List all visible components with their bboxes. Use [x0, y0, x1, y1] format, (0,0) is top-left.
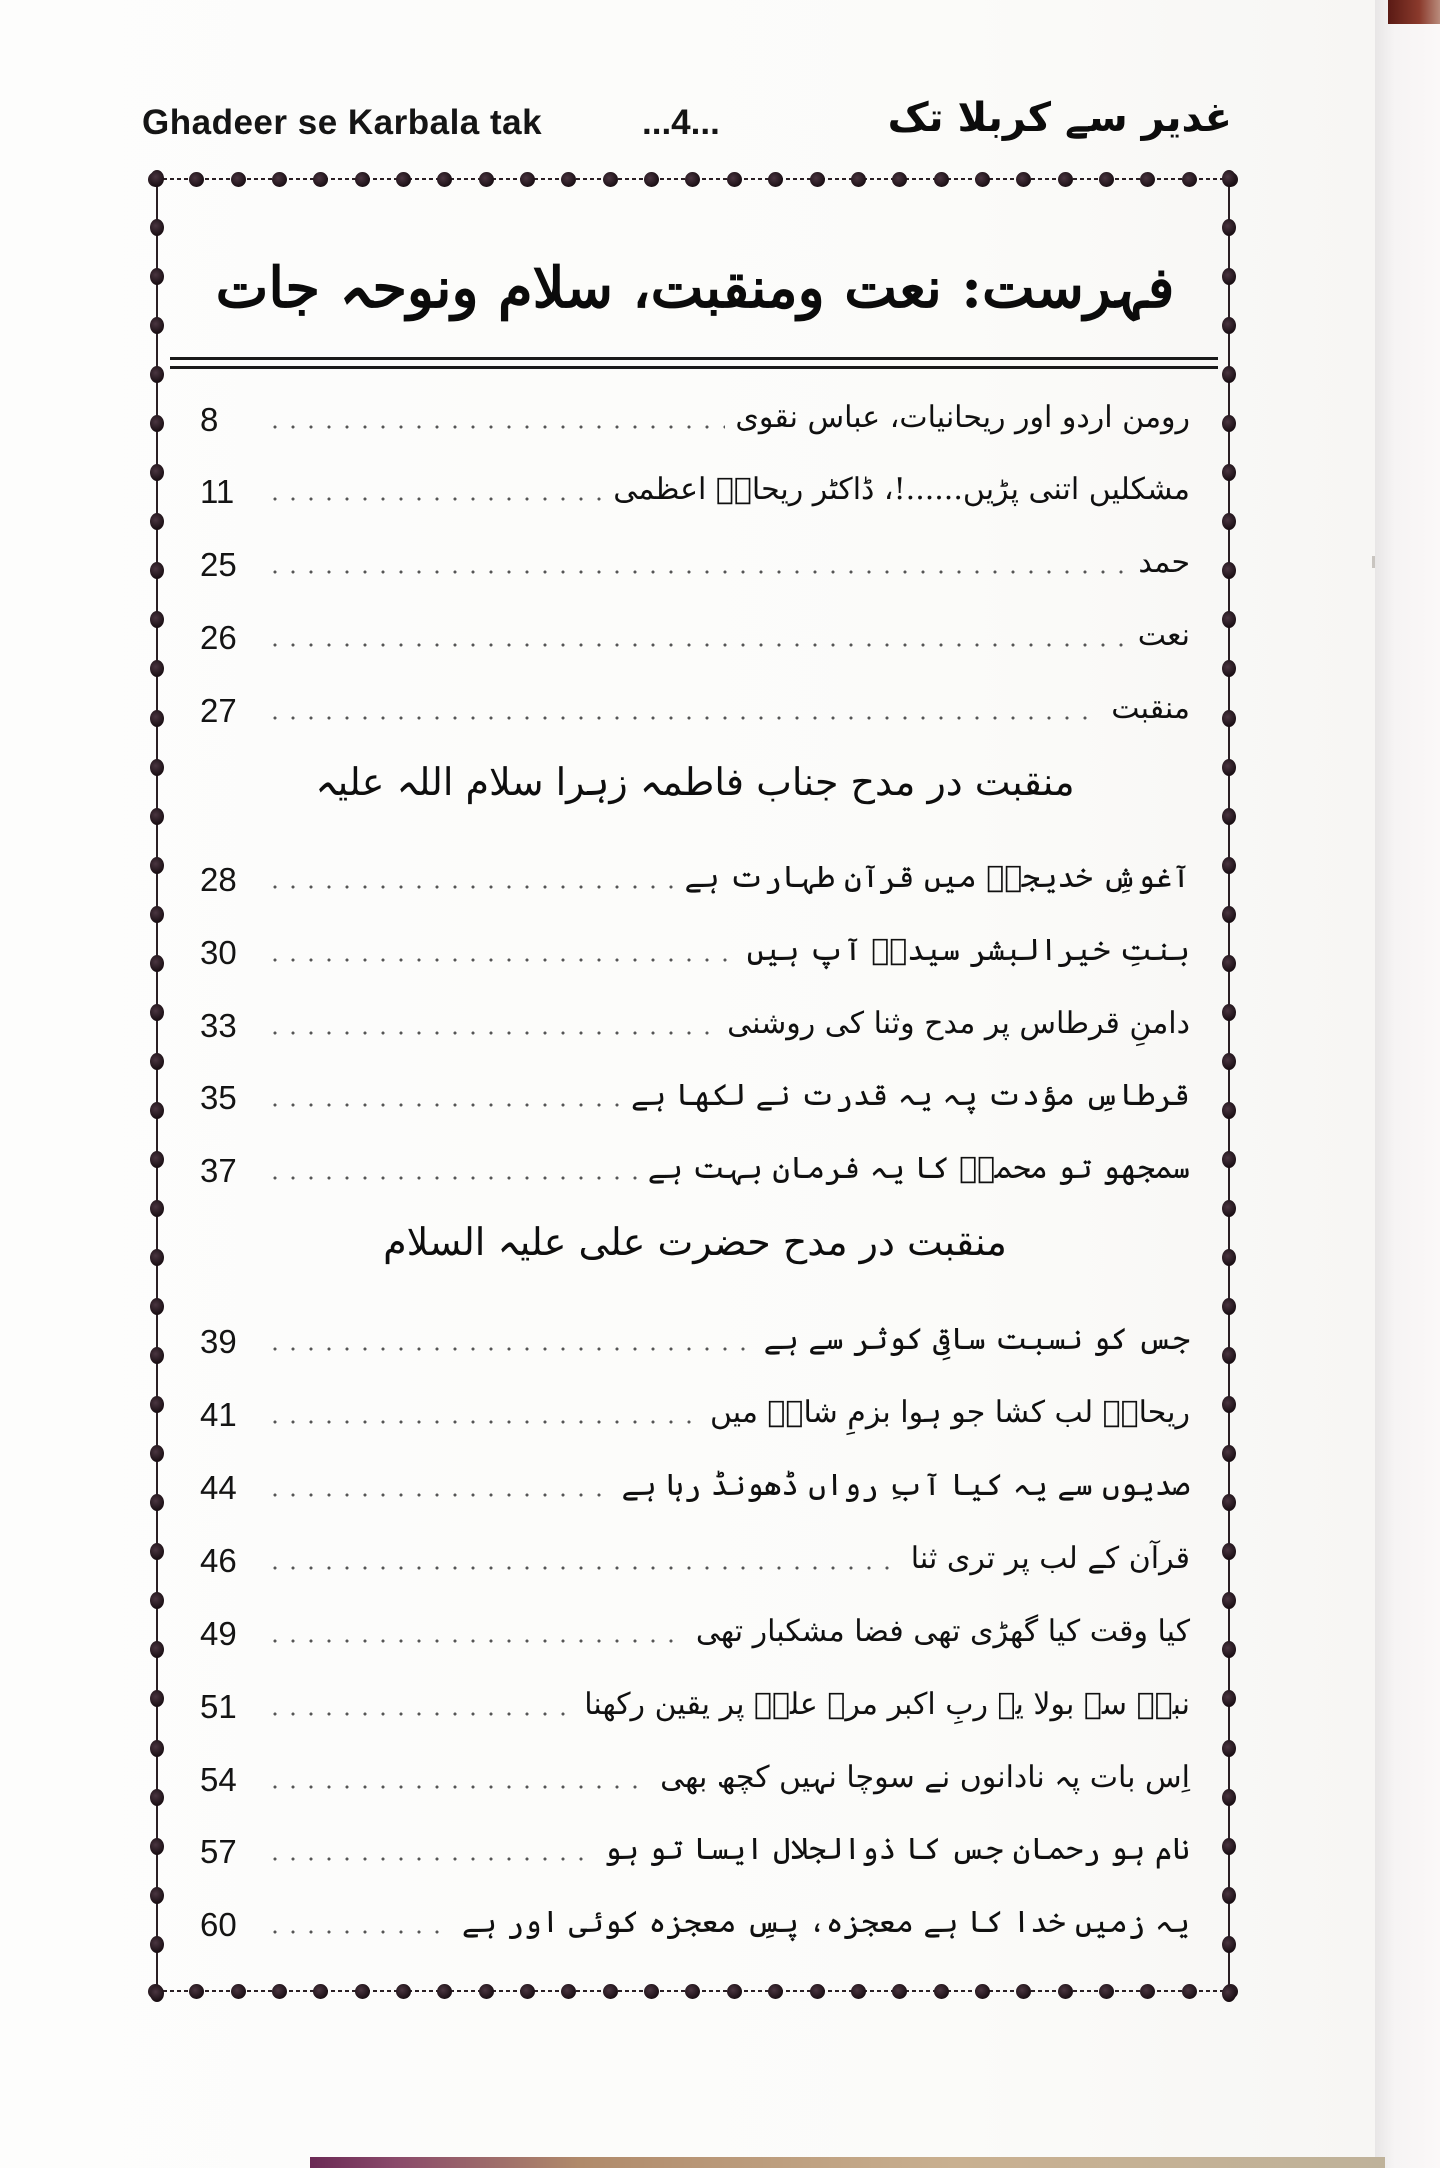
entry-title: ریحانؔ لب کشا جو ہوا بزمِ شاہؑ میں	[709, 1395, 1190, 1430]
bead-ornament-icon	[685, 172, 700, 187]
entry-page: 28	[200, 861, 237, 898]
bead-ornament-icon	[1222, 1789, 1236, 1806]
leader-dots	[266, 1175, 638, 1181]
running-header	[142, 95, 1232, 153]
leader-dots	[266, 1030, 717, 1036]
entry-page: 44	[200, 1469, 237, 1506]
bead-ornament-icon	[1016, 1984, 1031, 1999]
bead-ornament-icon	[975, 172, 990, 187]
bead-ornament-icon	[313, 172, 328, 187]
bead-ornament-icon	[934, 1984, 949, 1999]
bead-ornament-icon	[1222, 1396, 1236, 1413]
bead-ornament-icon	[1222, 1004, 1236, 1021]
bead-ornament-icon	[1222, 562, 1236, 579]
bead-ornament-icon	[561, 172, 576, 187]
toc-entry[interactable]	[200, 1312, 1190, 1362]
bead-ornament-icon	[1222, 759, 1236, 776]
bead-ornament-icon	[150, 1053, 164, 1070]
bead-ornament-icon	[1222, 857, 1236, 874]
entry-title: قرآن کے لب پر تری ثنا	[910, 1541, 1190, 1576]
bead-ornament-icon	[396, 1984, 411, 1999]
toc-entry[interactable]	[200, 1068, 1190, 1118]
entry-title: یہ زمیں خدا کا ہے معجزہ، پسِ معجزہ کوئی اور ہے	[461, 1905, 1190, 1940]
leader-dots	[266, 642, 1128, 648]
leader-dots	[266, 496, 603, 502]
bead-ornament-icon	[810, 172, 825, 187]
bead-ornament-icon	[150, 317, 164, 334]
bead-ornament-icon	[150, 219, 164, 236]
book-bottom-edge	[310, 2157, 1385, 2168]
leader-dots	[266, 1638, 686, 1644]
bead-ornament-icon	[150, 1789, 164, 1806]
bead-ornament-icon	[1222, 1249, 1236, 1266]
entry-page: 26	[200, 619, 237, 656]
bead-ornament-icon	[437, 1984, 452, 1999]
bead-ornament-icon	[1222, 317, 1236, 334]
bead-ornament-icon	[150, 1249, 164, 1266]
bead-ornament-icon	[150, 1838, 164, 1855]
border-bottom	[148, 1982, 1238, 2000]
entry-title: نام ہو رحمان جس کا ذوالجلال ایسا تو ہو	[603, 1832, 1190, 1867]
entry-title: اِس بات پہ نادانوں نے سوچا نہیں کچھ بھی	[660, 1760, 1190, 1795]
bead-ornament-icon	[150, 1102, 164, 1119]
bead-ornament-icon	[768, 172, 783, 187]
leader-dots	[266, 1102, 621, 1108]
bead-ornament-icon	[189, 172, 204, 187]
entry-title: بنتِ خیرالبشر سیدہؑ آپ ہیں	[746, 933, 1190, 968]
bead-ornament-icon	[150, 1936, 164, 1953]
bead-ornament-icon	[437, 172, 452, 187]
bead-ornament-icon	[189, 1984, 204, 1999]
bead-ornament-icon	[396, 172, 411, 187]
bead-ornament-icon	[851, 1984, 866, 1999]
leader-dots	[266, 884, 674, 890]
bead-ornament-icon	[150, 1494, 164, 1511]
entry-page: 33	[200, 1007, 237, 1044]
toc-entry[interactable]	[200, 1677, 1190, 1727]
entry-page: 30	[200, 934, 237, 971]
bead-ornament-icon	[1222, 513, 1236, 530]
bead-ornament-icon	[1222, 1690, 1236, 1707]
bead-ornament-icon	[1222, 660, 1236, 677]
bead-ornament-icon	[150, 611, 164, 628]
entry-title: رومن اردو اور ریحانیات، عباس نقوی	[735, 400, 1190, 435]
entry-title: سمجھو تو محمدؐ کا یہ فرمان بہت ہے	[647, 1151, 1190, 1186]
facing-page-edge	[1375, 0, 1440, 2168]
leader-dots	[266, 1711, 574, 1717]
bead-ornament-icon	[150, 1151, 164, 1168]
bead-ornament-icon	[150, 1445, 164, 1462]
toc-entry[interactable]	[200, 462, 1190, 512]
bead-ornament-icon	[644, 172, 659, 187]
bead-ornament-icon	[1222, 1838, 1236, 1855]
bead-ornament-icon	[727, 172, 742, 187]
bead-ornament-icon	[1222, 1200, 1236, 1217]
toc-entry[interactable]	[200, 608, 1190, 658]
bead-ornament-icon	[231, 1984, 246, 1999]
toc-entry[interactable]	[200, 390, 1190, 440]
border-left	[148, 170, 166, 2002]
bead-ornament-icon	[1222, 808, 1236, 825]
bead-ornament-icon	[272, 172, 287, 187]
entry-page: 25	[200, 546, 237, 583]
section-heading-ali: منقبت در مدح حضرت علی علیہ السلام	[383, 1220, 1007, 1264]
entry-page: 57	[200, 1833, 237, 1870]
leader-dots	[266, 424, 725, 430]
entry-title: صدیوں سے یہ کیا آبِ رواں ڈھونڈ رہا ہے	[621, 1468, 1190, 1503]
bead-ornament-icon	[1222, 1740, 1236, 1757]
entry-title: منقبت	[1111, 691, 1190, 726]
toc-entry[interactable]	[200, 681, 1190, 731]
toc-entry[interactable]	[200, 996, 1190, 1046]
bead-ornament-icon	[150, 1592, 164, 1609]
header-urdu-title: غدیر سے کربلا تک	[887, 95, 1232, 141]
bead-ornament-icon	[150, 464, 164, 481]
leader-dots	[266, 957, 737, 963]
bead-ornament-icon	[1222, 464, 1236, 481]
bead-ornament-icon	[1099, 1984, 1114, 1999]
bead-ornament-icon	[1222, 710, 1236, 727]
bead-ornament-icon	[1222, 955, 1236, 972]
bead-ornament-icon	[851, 172, 866, 187]
title-rule-bottom	[170, 366, 1218, 369]
entry-title: نبیؐ سے بولا یہ ربِ اکبر مرے علیؑ پر یقین رکھنا	[584, 1687, 1190, 1722]
bead-ornament-icon	[727, 1984, 742, 1999]
bead-ornament-icon	[150, 1887, 164, 1904]
toc-entry[interactable]	[200, 1895, 1190, 1945]
entry-page: 8	[200, 401, 219, 438]
bead-ornament-icon	[768, 1984, 783, 1999]
bead-ornament-icon	[1222, 906, 1236, 923]
toc-entry[interactable]	[200, 1531, 1190, 1581]
entry-page: 27	[200, 692, 237, 729]
bead-ornament-icon	[150, 808, 164, 825]
bead-ornament-icon	[150, 1200, 164, 1217]
bead-ornament-icon	[685, 1984, 700, 1999]
toc-entry[interactable]	[200, 1822, 1190, 1872]
bead-ornament-icon	[1222, 1102, 1236, 1119]
bead-ornament-icon	[1222, 170, 1236, 187]
toc-entry[interactable]	[200, 1604, 1190, 1654]
entry-title: جس کو نسبت ساقیِ کوثر سے ہے	[763, 1322, 1190, 1357]
bead-ornament-icon	[1222, 1445, 1236, 1462]
bead-ornament-icon	[150, 1298, 164, 1315]
leader-dots	[266, 1419, 700, 1425]
bead-ornament-icon	[150, 857, 164, 874]
bead-ornament-icon	[1222, 1985, 1236, 2002]
bead-ornament-icon	[479, 1984, 494, 1999]
bead-ornament-icon	[892, 1984, 907, 1999]
bead-ornament-icon	[150, 1641, 164, 1658]
entry-title: نعت	[1137, 618, 1190, 653]
leader-dots	[266, 1929, 452, 1935]
bead-ornament-icon	[272, 1984, 287, 1999]
bead-ornament-icon	[150, 513, 164, 530]
leader-dots	[266, 1346, 754, 1352]
toc-title: فہرست: نعت ومنقبت، سلام ونوحہ جات	[215, 255, 1175, 321]
entry-page: 39	[200, 1323, 237, 1360]
entry-title: حمد	[1138, 545, 1190, 580]
entry-page: 54	[200, 1761, 237, 1798]
leader-dots	[266, 1856, 594, 1862]
bead-ornament-icon	[150, 1690, 164, 1707]
toc-entry[interactable]	[200, 535, 1190, 585]
toc-entry[interactable]	[200, 850, 1190, 900]
leader-dots	[266, 715, 1101, 721]
bead-ornament-icon	[1140, 172, 1155, 187]
bead-ornament-icon	[1016, 172, 1031, 187]
entry-title: دامنِ قرطاس پر مدح وثنا کی روشنی	[727, 1006, 1190, 1041]
bead-ornament-icon	[150, 1985, 164, 2002]
bead-ornament-icon	[520, 1984, 535, 1999]
bead-ornament-icon	[1182, 172, 1197, 187]
entry-title: آغوشِ خدیجہؑ میں قرآنِ طہارت ہے	[684, 860, 1190, 895]
toc-entry[interactable]	[200, 1458, 1190, 1508]
bead-ornament-icon	[1182, 1984, 1197, 1999]
bead-ornament-icon	[150, 1347, 164, 1364]
bead-ornament-icon	[1222, 1887, 1236, 1904]
entry-title: کیا وقت کیا گھڑی تھی فضا مشکبار تھی	[695, 1614, 1190, 1649]
bead-ornament-icon	[355, 172, 370, 187]
border-top	[148, 170, 1238, 188]
entry-page: 51	[200, 1688, 237, 1725]
bead-ornament-icon	[1099, 172, 1114, 187]
bead-ornament-icon	[1222, 1641, 1236, 1658]
leader-dots	[266, 1565, 901, 1571]
bead-ornament-icon	[975, 1984, 990, 1999]
bead-ornament-icon	[934, 172, 949, 187]
bead-ornament-icon	[150, 1740, 164, 1757]
bead-ornament-icon	[150, 366, 164, 383]
title-rule-top	[170, 357, 1218, 360]
toc-entry[interactable]	[200, 1750, 1190, 1800]
entry-page: 46	[200, 1542, 237, 1579]
bead-ornament-icon	[892, 172, 907, 187]
bead-ornament-icon	[1058, 1984, 1073, 1999]
bead-ornament-icon	[150, 170, 164, 187]
bead-ornament-icon	[1222, 1151, 1236, 1168]
bead-ornament-icon	[150, 906, 164, 923]
bead-ornament-icon	[1222, 611, 1236, 628]
bead-ornament-icon	[150, 415, 164, 432]
bead-ornament-icon	[561, 1984, 576, 1999]
entry-page: 37	[200, 1152, 237, 1189]
entry-page: 41	[200, 1396, 237, 1433]
bead-ornament-icon	[1222, 1494, 1236, 1511]
bead-ornament-icon	[1222, 366, 1236, 383]
entry-title: مشکلیں اتنی پڑیں......!، ڈاکٹر ریحانؔ اعظمی	[613, 472, 1190, 507]
toc-entry[interactable]	[200, 1385, 1190, 1435]
bead-ornament-icon	[603, 1984, 618, 1999]
bead-ornament-icon	[1222, 1298, 1236, 1315]
bead-ornament-icon	[1222, 415, 1236, 432]
entry-page: 60	[200, 1906, 237, 1943]
bead-ornament-icon	[150, 955, 164, 972]
bead-ornament-icon	[313, 1984, 328, 1999]
header-latin-title: Ghadeer se Karbala tak	[142, 103, 543, 142]
bead-ornament-icon	[1222, 1543, 1236, 1560]
bead-ornament-icon	[1222, 1347, 1236, 1364]
bead-ornament-icon	[150, 660, 164, 677]
bead-ornament-icon	[603, 172, 618, 187]
bead-ornament-icon	[150, 562, 164, 579]
bead-ornament-icon	[1222, 1053, 1236, 1070]
bead-ornament-icon	[644, 1984, 659, 1999]
bead-ornament-icon	[1058, 172, 1073, 187]
leader-dots	[266, 1492, 612, 1498]
bead-ornament-icon	[150, 1543, 164, 1560]
entry-page: 49	[200, 1615, 237, 1652]
bead-ornament-icon	[1140, 1984, 1155, 1999]
bead-ornament-icon	[231, 172, 246, 187]
bead-ornament-icon	[150, 268, 164, 285]
entry-title: قرطاسِ مؤدت پہ یہ قدرت نے لکھا ہے	[631, 1078, 1190, 1113]
leader-dots	[266, 569, 1128, 575]
bead-ornament-icon	[1222, 1592, 1236, 1609]
bead-ornament-icon	[520, 172, 535, 187]
bead-ornament-icon	[1222, 219, 1236, 236]
bead-ornament-icon	[150, 710, 164, 727]
toc-entry[interactable]	[200, 923, 1190, 973]
page-mark	[1372, 556, 1375, 568]
bead-ornament-icon	[150, 1396, 164, 1413]
entry-page: 11	[200, 473, 235, 510]
bead-ornament-icon	[355, 1984, 370, 1999]
section-heading-fatima: منقبت در مدح جناب فاطمہ زہرا سلام اللہ علیہ	[315, 760, 1075, 804]
bead-ornament-icon	[479, 172, 494, 187]
bead-ornament-icon	[150, 759, 164, 776]
entry-page: 35	[200, 1079, 237, 1116]
leader-dots	[266, 1784, 650, 1790]
bead-ornament-icon	[1222, 1936, 1236, 1953]
page-number: ...4...	[642, 103, 720, 142]
bead-ornament-icon	[810, 1984, 825, 1999]
border-right	[1220, 170, 1238, 2002]
toc-entry[interactable]	[200, 1141, 1190, 1191]
bead-ornament-icon	[150, 1004, 164, 1021]
bead-ornament-icon	[1222, 268, 1236, 285]
book-cover-corner	[1388, 0, 1440, 24]
